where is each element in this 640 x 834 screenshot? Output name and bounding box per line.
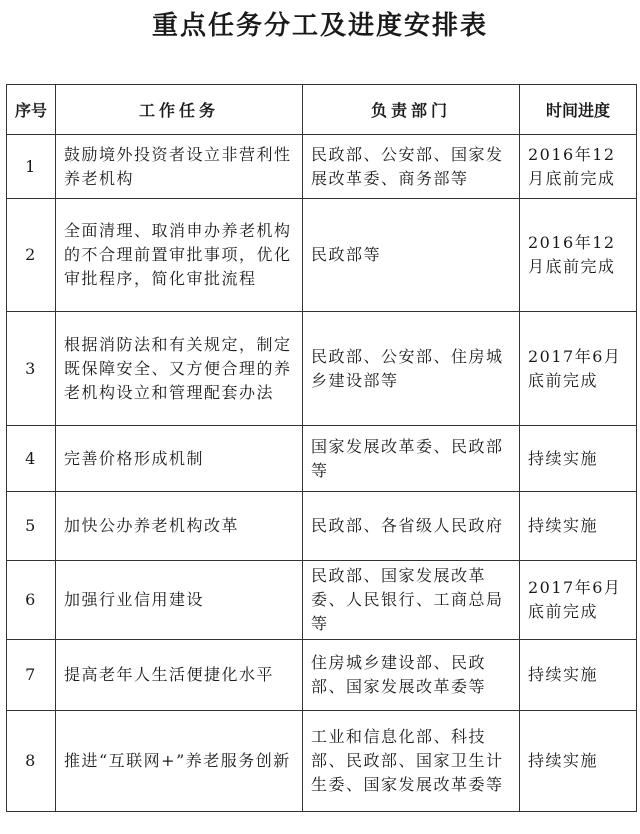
row-time: 持续实施: [520, 426, 637, 492]
table-row: [7, 492, 637, 561]
row-task: 推进“互联网+”养老服务创新: [56, 711, 303, 812]
row-dept: 国家发展改革委、民政部等: [303, 426, 520, 492]
row-seq: 1: [7, 135, 56, 199]
row-seq: 7: [7, 640, 56, 711]
row-time: 2017年6月底前完成: [520, 561, 637, 640]
row-time: 持续实施: [520, 492, 637, 561]
row-dept: 民政部、各省级人民政府: [303, 492, 520, 561]
page-title: 重点任务分工及进度安排表: [151, 11, 488, 41]
table-row: [7, 426, 637, 492]
table-row: [7, 199, 637, 312]
row-time: 2016年12月底前完成: [520, 135, 637, 199]
row-dept: 工业和信息化部、科技部、民政部、国家卫生计生委、国家发展改革委等: [303, 711, 520, 812]
row-seq: 4: [7, 426, 56, 492]
header-seq: 序号: [7, 85, 56, 135]
table-row: [7, 312, 637, 426]
row-seq: 2: [7, 199, 56, 312]
row-dept: 民政部等: [303, 199, 520, 312]
header-task: 工作任务: [56, 85, 303, 135]
task-schedule-table: [6, 84, 637, 812]
row-seq: 8: [7, 711, 56, 812]
table-row: [7, 711, 637, 812]
row-time: 2016年12月底前完成: [520, 199, 637, 312]
row-task: 加强行业信用建设: [56, 561, 303, 640]
table-row: [7, 561, 637, 640]
row-seq: 3: [7, 312, 56, 426]
row-time: 持续实施: [520, 640, 637, 711]
row-task: 完善价格形成机制: [56, 426, 303, 492]
table-header-row: [7, 85, 637, 135]
row-time: 2017年6月底前完成: [520, 312, 637, 426]
row-dept: 民政部、公安部、住房城乡建设部等: [303, 312, 520, 426]
header-dept: 负责部门: [303, 85, 520, 135]
row-task: 加快公办养老机构改革: [56, 492, 303, 561]
row-seq: 5: [7, 492, 56, 561]
header-time: 时间进度: [520, 85, 637, 135]
row-dept: 民政部、公安部、国家发展改革委、商务部等: [303, 135, 520, 199]
table-row: [7, 640, 637, 711]
row-seq: 6: [7, 561, 56, 640]
row-dept: 住房城乡建设部、民政部、国家发展改革委等: [303, 640, 520, 711]
row-dept: 民政部、国家发展改革委、人民银行、工商总局等: [303, 561, 520, 640]
row-task: 鼓励境外投资者设立非营利性养老机构: [56, 135, 303, 199]
row-time: 持续实施: [520, 711, 637, 812]
row-task: 全面清理、取消申办养老机构的不合理前置审批事项，优化审批程序，简化审批流程: [56, 199, 303, 312]
table-row: [7, 135, 637, 199]
row-task: 根据消防法和有关规定，制定既保障安全、又方便合理的养老机构设立和管理配套办法: [56, 312, 303, 426]
row-task: 提高老年人生活便捷化水平: [56, 640, 303, 711]
